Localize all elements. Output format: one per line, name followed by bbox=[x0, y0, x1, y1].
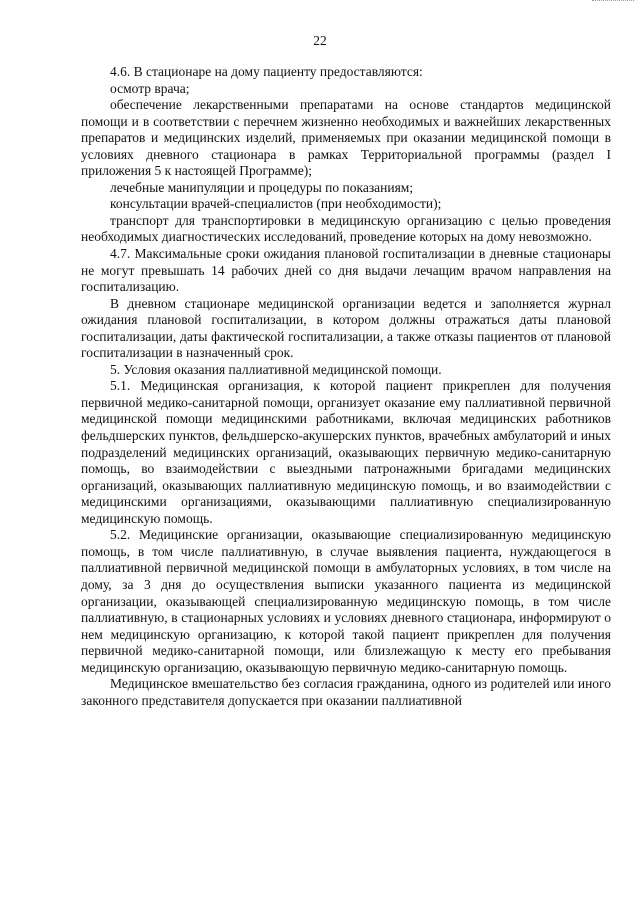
list-item-procedures: лечебные манипуляции и процедуры по показаниям; bbox=[110, 179, 414, 195]
list-item-doctor-exam: осмотр врача; bbox=[110, 80, 190, 96]
scan-corner-mark bbox=[592, 0, 634, 3]
paragraph-4-7: 4.7. Максимальные сроки ожидания плановой госпитализации в дневные стационары не могут превышать 14 рабочих дней со дня выдачи лечащим врачом направления на госпитализацию. bbox=[81, 246, 611, 295]
paragraph-5-2: 5.2. Медицинские организации, оказывающие специализированную медицинскую помощь, в том числе паллиативную, в случае выявления пациента, нуждающегося в паллиативной первичной медицинской помощи в амбулаторных условиях, в том числе на дому, за 3 дня до осуществления выписки указанного пациента из медицинской организации, оказывающей специализированную медицинскую помощь, в том числе паллиативную, в стационарных условиях и условиях дневного стационара, информируют о нем медицинскую организацию, к которой такой пациент прикреплен для получения первичной медико-санитарной помощи, или близлежащую к месту его пребывания медицинскую организацию, оказывающую первичную медико-санитарную помощь. bbox=[81, 527, 611, 675]
list-item-medication-supply: обеспечение лекарственными препаратами на основе стандартов медицинской помощи и в соответствии с перечнем жизненно необходимых и важнейших лекарственных препаратов и медицинских изделий, применяемых при оказании медицинской помощи в условиях дневного стационара в рамках Территориальной программы (раздел I приложения 5 к настоящей Программе); bbox=[81, 97, 611, 179]
section-5-heading: 5. Условия оказания паллиативной медицинской помощи. bbox=[110, 361, 442, 377]
paragraph-waiting-journal: В дневном стационаре медицинской организации ведется и заполняется журнал ожидания плановой госпитализации, в котором должны отражаться даты плановой госпитализации, даты фактической госпитализации, а также отказы пациентов от плановой госпитализации в назначенный срок. bbox=[81, 295, 611, 361]
document-body bbox=[81, 64, 611, 709]
list-item-specialist-consultations: консультации врачей-специалистов (при необходимости); bbox=[110, 196, 442, 212]
list-item-transport: транспорт для транспортировки в медицинскую организацию с целью проведения необходимых диагностических исследований, проведение которых на дому невозможно. bbox=[81, 212, 611, 245]
paragraph-4-6-heading: 4.6. В стационаре на дому пациенту предоставляются: bbox=[110, 64, 423, 79]
paragraph-medical-intervention: Медицинское вмешательство без согласия гражданина, одного из родителей или иного законного представителя допускается при оказании паллиативной bbox=[81, 676, 611, 708]
page-number: 22 bbox=[313, 33, 327, 48]
paragraph-5-1: 5.1. Медицинская организация, к которой пациент прикреплен для получения первичной медико-санитарной помощи, организует оказание ему паллиативной первичной медицинской помощи медицинскими работниками, включая медицинских работников фельдшерских пунктов, фельдшерско-акушерских пунктов, врачебных амбулаторий и иных подразделений медицинских организаций, оказывающих первичную медико-санитарную помощь, во взаимодействии с выездными патронажными бригадами медицинских организаций, оказывающих паллиативную медицинскую помощь, и во взаимодействии с медицинскими организациями, оказывающими паллиативную специализированную медицинскую помощь. bbox=[81, 378, 611, 526]
